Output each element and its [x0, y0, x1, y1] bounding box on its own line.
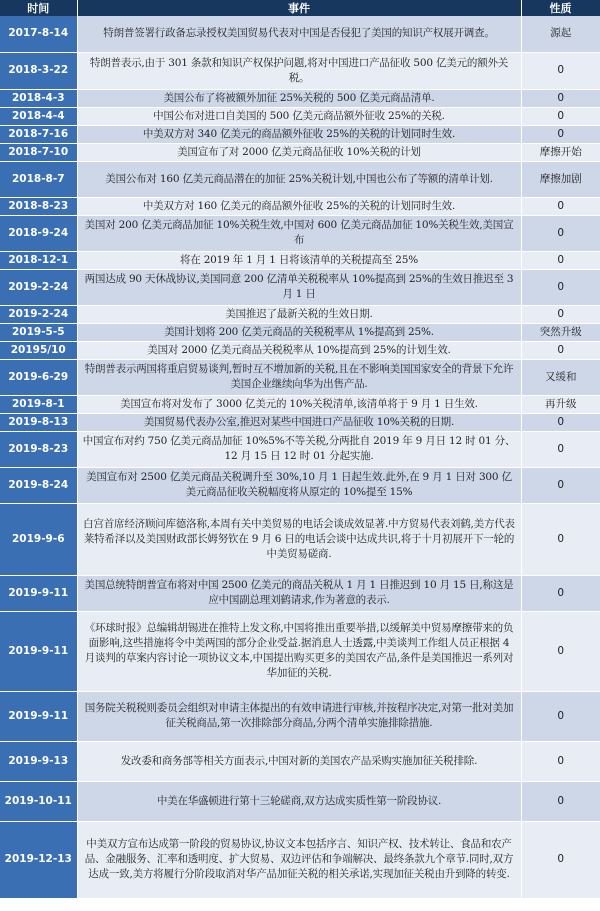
cell-time: 2019-5-5 — [0, 323, 77, 341]
cell-event: 美国宣布了对 2000 亿美元商品征收 10%关税的计划 — [77, 143, 521, 161]
table-row — [0, 741, 600, 781]
cell-time: 20195/10 — [0, 341, 77, 359]
cell-nature: 0 — [521, 52, 600, 89]
cell-event: 将在 2019 年 1 月 1 日将该清单的关税提高至 25% — [77, 251, 521, 269]
cell-time: 2019-9-11 — [0, 691, 77, 741]
cell-time: 2018-12-1 — [0, 251, 77, 269]
cell-event: 中美在华盛顿进行第十三轮磋商,双方达成实质性第一阶段协议. — [77, 781, 521, 821]
cell-nature: 0 — [521, 413, 600, 431]
cell-event: 两国达成 90 天休战协议,美国同意 200 亿清单关税税率从 10%提高到 25%的生效日推迟至 3 月 1 日 — [77, 269, 521, 305]
table-row — [0, 215, 600, 251]
cell-event: 特朗普签署行政备忘录授权美国贸易代表对中国是否侵犯了美国的知识产权展开调查。 — [77, 16, 521, 52]
cell-time: 2017-8-14 — [0, 16, 77, 52]
cell-nature: 0 — [521, 575, 600, 611]
table-row — [0, 251, 600, 269]
cell-time: 2018-7-10 — [0, 143, 77, 161]
cell-time: 2018-3-22 — [0, 52, 77, 89]
cell-event: 国务院关税税则委员会组织对申请主体提出的有效申请进行审核,并按程序决定,对第一批对美加征关税商品,第一次排除部分商品,分两个清单实施排除措施. — [77, 691, 521, 741]
cell-event: 特朗普表示,由于 301 条款和知识产权保护问题,将对中国进口产品征收 500 亿美元的额外关税。 — [77, 52, 521, 89]
table-row — [0, 611, 600, 691]
cell-time: 2019-9-11 — [0, 575, 77, 611]
cell-event: 中国公布对进口自美国的 500 亿美元商品额外征收 25%的关税. — [77, 107, 521, 125]
cell-time: 2019-8-24 — [0, 467, 77, 503]
cell-nature: 0 — [521, 781, 600, 821]
cell-event: 白宫首席经济顾问库德洛称,本周有关中美贸易的电话会谈成效显著.中方贸易代表刘鹤,美方代表莱特希泽以及美国财政部长姆努钦在 9 月 6 日的电话会谈中达成共识,将于十月初展开下一轮的中美贸易磋商. — [77, 503, 521, 575]
cell-nature: 0 — [521, 611, 600, 691]
table-row — [0, 503, 600, 575]
cell-time: 2019-10-11 — [0, 781, 77, 821]
cell-time: 2019-9-6 — [0, 503, 77, 575]
table-row — [0, 821, 600, 898]
table-row — [0, 359, 600, 395]
cell-nature: 0 — [521, 691, 600, 741]
cell-time: 2018-4-4 — [0, 107, 77, 125]
table-row — [0, 341, 600, 359]
table-row — [0, 269, 600, 305]
cell-nature: 再升级 — [521, 395, 600, 413]
cell-nature: 0 — [521, 341, 600, 359]
table-row — [0, 323, 600, 341]
table-row — [0, 395, 600, 413]
header-event: 事件 — [77, 0, 521, 16]
cell-event: 美国贸易代表办公室,推迟对某些中国进口产品征收 10%关税的日期. — [77, 413, 521, 431]
cell-nature: 摩擦开始 — [521, 143, 600, 161]
cell-time: 2019-2-24 — [0, 269, 77, 305]
cell-nature: 摩擦加剧 — [521, 161, 600, 197]
table-row — [0, 125, 600, 143]
cell-nature: 0 — [521, 269, 600, 305]
cell-time: 2019-12-13 — [0, 821, 77, 898]
cell-nature: 0 — [521, 821, 600, 898]
cell-time: 2018-7-16 — [0, 125, 77, 143]
cell-event: 发改委和商务部等相关方面表示,中国对新的美国农产品采购实施加征关税排除. — [77, 741, 521, 781]
cell-nature: 0 — [521, 197, 600, 215]
cell-time: 2018-9-24 — [0, 215, 77, 251]
cell-event: 美国推迟了最新关税的生效日期. — [77, 305, 521, 323]
cell-time: 2019-8-1 — [0, 395, 77, 413]
table-row — [0, 691, 600, 741]
cell-event: 美国公布了将被额外加征 25%关税的 500 亿美元商品清单. — [77, 89, 521, 107]
cell-event: 美国总统特朗普宣布将对中国 2500 亿美元的商品关税从 1 月 1 日推迟到 10 月 15 日,称这是应中国副总理刘鹤请求,作为著意的表示. — [77, 575, 521, 611]
cell-time: 2019-9-13 — [0, 741, 77, 781]
cell-time: 2019-8-23 — [0, 431, 77, 467]
cell-event: 美国公布对 160 亿美元商品潜在的加征 25%关税计划,中国也公布了等额的清单计划. — [77, 161, 521, 197]
cell-nature: 0 — [521, 503, 600, 575]
header-nature: 性质 — [521, 0, 600, 16]
cell-event: 美国对 2000 亿美元商品关税税率从 10%提高到 25%的计划生效. — [77, 341, 521, 359]
table-row — [0, 431, 600, 467]
header-time: 时间 — [0, 0, 77, 16]
cell-nature: 0 — [521, 107, 600, 125]
table-row — [0, 107, 600, 125]
cell-event: 中国宣布对约 750 亿美元商品加征 10%5%不等关税,分两批自 2019 年 9 月日 12 时 01 分、12 月 15 日 12 时 01 分起实施. — [77, 431, 521, 467]
cell-nature: 0 — [521, 467, 600, 503]
cell-event: 特朗普表示两国将重启贸易谈判,暂时互不增加新的关税,且在不影响美国国家安全的背景下允许美国企业继续向华为出售产品. — [77, 359, 521, 395]
table-row — [0, 305, 600, 323]
cell-time: 2018-4-3 — [0, 89, 77, 107]
cell-event: 中美双方宣布达成第一阶段的贸易协议,协议文本包括序言、知识产权、技术转让、食品和农产品、金融服务、汇率和透明度、扩大贸易、双边评估和争端解决、最终条款九个章节.同时,双方达成一致,美方将履行分阶段取消对华产品加征关税的相关承诺,实现加征关税由升到降的转变. — [77, 821, 521, 898]
cell-event: 美国计划将 200 亿美元商品的关税税率从 1%提高到 25%. — [77, 323, 521, 341]
table-row — [0, 143, 600, 161]
cell-nature: 源起 — [521, 16, 600, 52]
table-row — [0, 16, 600, 52]
cell-nature: 又缓和 — [521, 359, 600, 395]
cell-event: 美国宣布对 2500 亿美元商品关税调升至 30%,10 月 1 日起生效.此外,在 9 月 1 日对 300 亿美元商品征收关税幅度将从原定的 10%提至 15% — [77, 467, 521, 503]
cell-time: 2018-8-7 — [0, 161, 77, 197]
table-row — [0, 197, 600, 215]
header-row — [0, 0, 600, 16]
cell-event: 中美双方对 160 亿美元的商品额外征收 25%的关税的计划同时生效. — [77, 197, 521, 215]
cell-nature: 0 — [521, 125, 600, 143]
cell-nature: 0 — [521, 251, 600, 269]
table-row — [0, 52, 600, 89]
cell-nature: 0 — [521, 431, 600, 467]
table-row — [0, 161, 600, 197]
cell-nature: 0 — [521, 215, 600, 251]
cell-event: 《环球时报》总编辑胡锡进在推特上发文称,中国将推出重要举措,以缓解美中贸易摩擦带来的负面影响,这些措施将令中美两国的部分企业受益.据消息人士透露,中美谈判工作组人员正根据 4 月谈判的草案内容讨论一项协议文本,中国提出购买更多的美国农产品,条件是美国推迟一系列对华加征的关税. — [77, 611, 521, 691]
cell-event: 美国宣布将对发布了 3000 亿美元的 10%关税清单,该清单将于 9 月 1 日生效. — [77, 395, 521, 413]
cell-nature: 0 — [521, 89, 600, 107]
cell-time: 2019-9-11 — [0, 611, 77, 691]
table-row — [0, 413, 600, 431]
cell-time: 2019-2-24 — [0, 305, 77, 323]
table-row — [0, 781, 600, 821]
table-row — [0, 467, 600, 503]
cell-nature: 突然升级 — [521, 323, 600, 341]
table-row — [0, 575, 600, 611]
cell-event: 中美双方对 340 亿美元的商品额外征收 25%的关税的计划同时生效. — [77, 125, 521, 143]
table-row — [0, 89, 600, 107]
cell-time: 2019-8-13 — [0, 413, 77, 431]
cell-time: 2019-6-29 — [0, 359, 77, 395]
cell-time: 2018-8-23 — [0, 197, 77, 215]
cell-nature: 0 — [521, 741, 600, 781]
cell-event: 美国对 200 亿美元商品加征 10%关税生效,中国对 600 亿美元商品加征 10%关税生效,美国宣布 — [77, 215, 521, 251]
cell-nature: 0 — [521, 305, 600, 323]
